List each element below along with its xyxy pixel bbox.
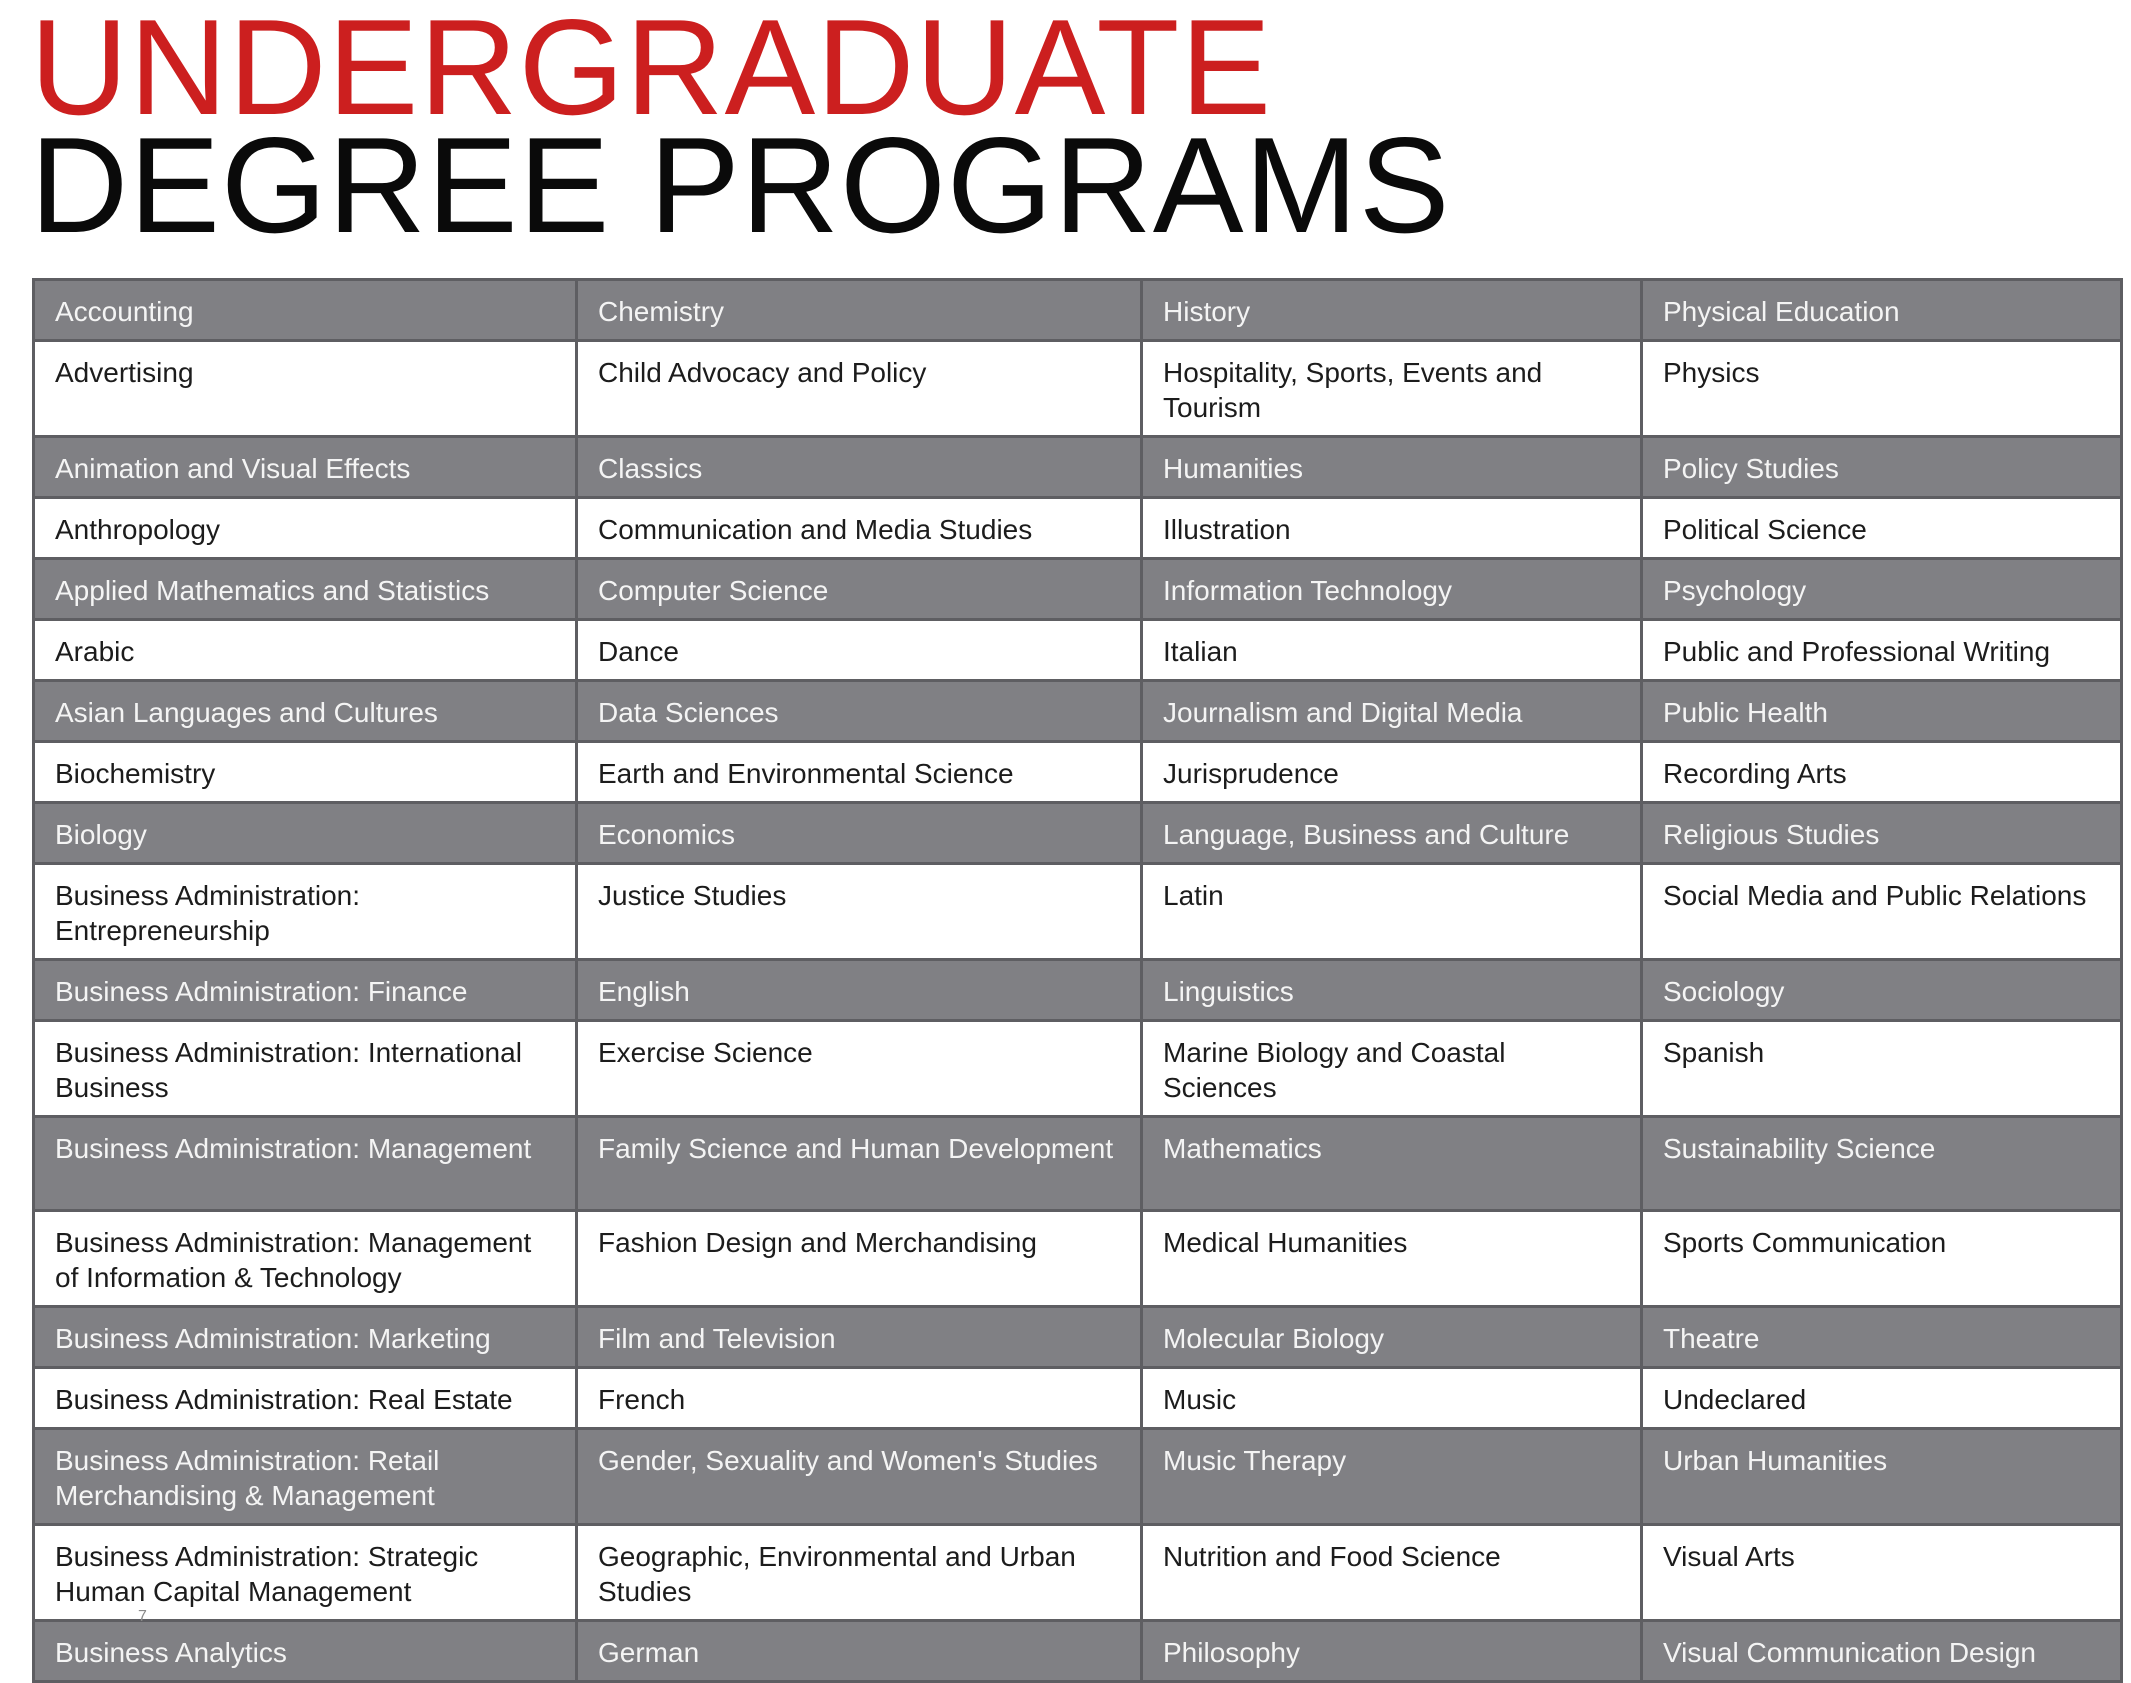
table-row [34,1211,2122,1307]
program-cell: Psychology [1642,559,2122,620]
table-row [34,1621,2122,1682]
program-cell: Medical Humanities [1142,1211,1642,1307]
program-cell: Family Science and Human Development [577,1117,1142,1211]
program-cell: Policy Studies [1642,437,2122,498]
program-cell: Accounting [34,280,577,341]
degree-programs-table-body [34,280,2122,1682]
page-number: 7 [138,1608,147,1625]
program-cell: Classics [577,437,1142,498]
title-line-undergraduate: UNDERGRADUATE [30,0,1273,143]
program-cell: Biology [34,803,577,864]
program-cell: Business Administration: Management of Information & Technology [34,1211,577,1307]
program-cell: Social Media and Public Relations [1642,864,2122,960]
program-cell: Spanish [1642,1021,2122,1117]
program-cell: Business Administration: Retail Merchandising & Management [34,1429,577,1525]
program-cell: Linguistics [1142,960,1642,1021]
program-cell: Business Administration: International Business [34,1021,577,1117]
program-cell: Urban Humanities [1642,1429,2122,1525]
program-cell: Applied Mathematics and Statistics [34,559,577,620]
program-cell: Advertising [34,341,577,437]
program-cell: Film and Television [577,1307,1142,1368]
program-cell: Molecular Biology [1142,1307,1642,1368]
program-cell: Child Advocacy and Policy [577,341,1142,437]
program-cell: Sociology [1642,960,2122,1021]
program-cell: Business Administration: Marketing [34,1307,577,1368]
table-row [34,280,2122,341]
table-row [34,1117,2122,1211]
program-cell: Visual Communication Design [1642,1621,2122,1682]
program-cell: Mathematics [1142,1117,1642,1211]
program-cell: Sustainability Science [1642,1117,2122,1211]
table-row [34,864,2122,960]
table-row [34,803,2122,864]
program-cell: Political Science [1642,498,2122,559]
program-cell: Anthropology [34,498,577,559]
program-cell: Business Administration: Entrepreneurship [34,864,577,960]
program-cell: Illustration [1142,498,1642,559]
title-line-degree-programs: DEGREE PROGRAMS [30,109,1451,261]
table-row [34,437,2122,498]
program-cell: Asian Languages and Cultures [34,681,577,742]
program-cell: Language, Business and Culture [1142,803,1642,864]
program-cell: Information Technology [1142,559,1642,620]
table-row [34,1525,2122,1621]
program-cell: Gender, Sexuality and Women's Studies [577,1429,1142,1525]
program-cell: Hospitality, Sports, Events and Tourism [1142,341,1642,437]
degree-programs-table [32,278,2123,1683]
program-cell: Biochemistry [34,742,577,803]
program-cell: Public Health [1642,681,2122,742]
program-cell: Journalism and Digital Media [1142,681,1642,742]
program-cell: Economics [577,803,1142,864]
table-row [34,1307,2122,1368]
program-cell: Italian [1142,620,1642,681]
program-cell: Latin [1142,864,1642,960]
program-cell: Arabic [34,620,577,681]
program-cell: Exercise Science [577,1021,1142,1117]
program-cell: Nutrition and Food Science [1142,1525,1642,1621]
program-cell: Business Administration: Finance [34,960,577,1021]
table-row [34,960,2122,1021]
program-cell: Philosophy [1142,1621,1642,1682]
program-cell: Undeclared [1642,1368,2122,1429]
program-cell: Public and Professional Writing [1642,620,2122,681]
table-row [34,1021,2122,1117]
program-cell: Dance [577,620,1142,681]
program-cell: Sports Communication [1642,1211,2122,1307]
program-cell: Visual Arts [1642,1525,2122,1621]
table-row [34,341,2122,437]
program-cell: Marine Biology and Coastal Sciences [1142,1021,1642,1117]
program-cell: Fashion Design and Merchandising [577,1211,1142,1307]
table-row [34,681,2122,742]
program-cell: Geographic, Environmental and Urban Studies [577,1525,1142,1621]
program-cell: Religious Studies [1642,803,2122,864]
program-cell: Physical Education [1642,280,2122,341]
program-cell: English [577,960,1142,1021]
program-cell: Music [1142,1368,1642,1429]
program-cell: Chemistry [577,280,1142,341]
program-cell: Humanities [1142,437,1642,498]
program-cell: Business Administration: Management [34,1117,577,1211]
table-row [34,1368,2122,1429]
table-row [34,559,2122,620]
program-cell: Music Therapy [1142,1429,1642,1525]
program-cell: Physics [1642,341,2122,437]
program-cell: Theatre [1642,1307,2122,1368]
program-cell: Recording Arts [1642,742,2122,803]
table-row [34,498,2122,559]
page-title [30,0,1451,261]
program-cell: Animation and Visual Effects [34,437,577,498]
program-cell: Justice Studies [577,864,1142,960]
program-cell: Business Administration: Real Estate [34,1368,577,1429]
program-cell: Business Analytics [34,1621,577,1682]
program-cell: Earth and Environmental Science [577,742,1142,803]
program-cell: Communication and Media Studies [577,498,1142,559]
program-cell: German [577,1621,1142,1682]
program-cell: Business Administration: Strategic Human Capital Management [34,1525,577,1621]
program-cell: History [1142,280,1642,341]
table-row [34,620,2122,681]
program-cell: Jurisprudence [1142,742,1642,803]
program-cell: French [577,1368,1142,1429]
table-row [34,1429,2122,1525]
program-cell: Data Sciences [577,681,1142,742]
table-row [34,742,2122,803]
program-cell: Computer Science [577,559,1142,620]
